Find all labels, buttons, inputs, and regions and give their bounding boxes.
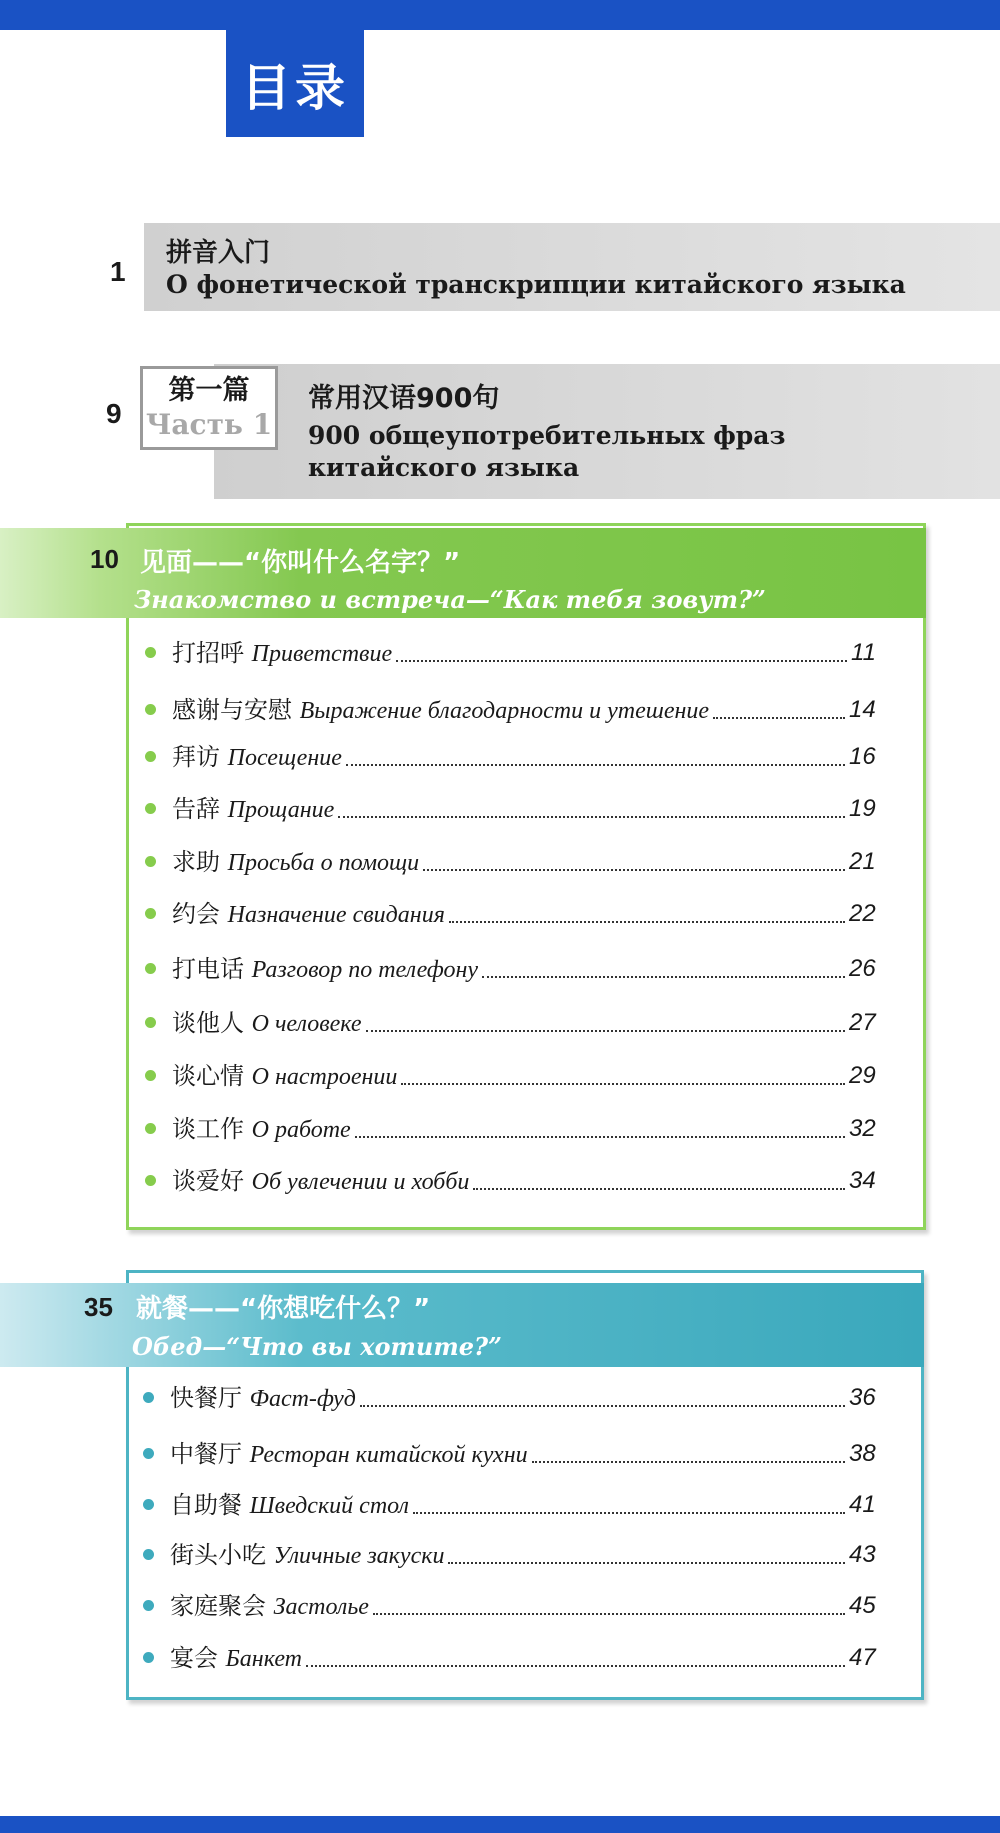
bullet-dot-icon	[143, 1600, 154, 1611]
entry-text	[172, 1006, 362, 1041]
entry-title-ru: Фаст-фуд	[249, 1386, 356, 1412]
dot-leader	[338, 816, 845, 818]
section-2-title-cn[interactable]: 就餐——“你想吃什么？”	[136, 1294, 431, 1324]
entry-page-number: 16	[849, 743, 876, 770]
toc-entry[interactable]	[0, 845, 1000, 879]
entry-page-number: 21	[849, 848, 876, 875]
entry-title-ru: Об увлечении и хобби	[251, 1169, 470, 1195]
toc-entry[interactable]	[0, 1641, 1000, 1675]
part-title-cn[interactable]: 常用汉语900句	[308, 383, 500, 414]
entry-title-cn: 宴会	[170, 1644, 218, 1672]
entry-text	[172, 845, 419, 880]
entry-text	[170, 1437, 528, 1472]
entry-text	[172, 740, 342, 775]
entry-text	[170, 1641, 302, 1676]
dot-leader	[448, 1562, 845, 1564]
entry-title-cn: 拜访	[172, 743, 220, 771]
entry-title-cn: 街头小吃	[170, 1541, 266, 1569]
entry-title-ru: О работе	[251, 1117, 351, 1143]
bullet-dot-icon	[145, 1017, 156, 1028]
entry-text	[170, 1538, 444, 1573]
entry-text	[172, 1112, 351, 1147]
entry-page-number: 36	[849, 1384, 876, 1411]
section-2-title-ru[interactable]: Обед—“Что вы хотите?”	[132, 1332, 502, 1361]
entry-title-cn: 感谢与安慰	[172, 696, 292, 724]
entry-title-ru: Выражение благодарности и утешение	[299, 698, 710, 724]
entry-page-number: 19	[849, 795, 876, 822]
entry-text	[170, 1381, 356, 1416]
toc-entry[interactable]	[0, 792, 1000, 826]
dot-leader	[423, 869, 845, 871]
toc-entry[interactable]	[0, 1488, 1000, 1522]
toc-entry[interactable]	[0, 1006, 1000, 1040]
entry-title-cn: 打电话	[172, 955, 244, 983]
bullet-dot-icon	[145, 803, 156, 814]
toc-entry[interactable]	[0, 897, 1000, 931]
part-page-number[interactable]: 9	[106, 398, 122, 429]
entry-title-ru: Разговор по телефону	[251, 957, 478, 983]
entry-page-number: 29	[849, 1062, 876, 1089]
dot-leader	[532, 1461, 845, 1463]
section-1-title-ru[interactable]: Знакомство и встреча—“Как тебя зовут?”	[134, 585, 766, 614]
entry-page-number: 34	[849, 1167, 876, 1194]
toc-entry[interactable]	[0, 952, 1000, 986]
entry-title-ru: Приветствие	[251, 641, 393, 667]
entry-title-ru: Застолье	[273, 1594, 369, 1620]
entry-page-number: 11	[851, 639, 876, 666]
entry-title-cn: 打招呼	[172, 639, 244, 667]
part-label-ru: Часть 1	[145, 408, 273, 441]
entry-page-number: 47	[849, 1644, 876, 1671]
entry-title-ru: Шведский стол	[249, 1493, 410, 1519]
intro-title-ru[interactable]: О фонетической транскрипции китайского языка	[166, 270, 906, 299]
entry-text	[172, 897, 445, 932]
entry-text	[172, 792, 334, 827]
section-1-page-number[interactable]: 10	[90, 544, 119, 574]
entry-page-number: 26	[849, 955, 876, 982]
bullet-dot-icon	[145, 704, 156, 715]
entry-title-cn: 快餐厅	[170, 1384, 242, 1412]
toc-entry[interactable]	[0, 1437, 1000, 1471]
intro-page-number[interactable]: 1	[110, 256, 126, 287]
dot-leader	[360, 1405, 845, 1407]
dot-leader	[306, 1665, 845, 1667]
part-title-ru[interactable]: 900 общеупотребительных фраз китайского языка	[308, 421, 786, 482]
entry-title-cn: 家庭聚会	[170, 1592, 266, 1620]
entry-title-ru: Просьба о помощи	[227, 850, 420, 876]
entry-title-ru: Уличные закуски	[273, 1543, 445, 1569]
part-label-cn: 第一篇	[168, 375, 250, 406]
toc-entry[interactable]	[0, 1112, 1000, 1146]
bullet-dot-icon	[143, 1499, 154, 1510]
bullet-dot-icon	[145, 963, 156, 974]
dot-leader	[413, 1512, 845, 1514]
bullet-dot-icon	[145, 1175, 156, 1186]
toc-entry[interactable]	[0, 636, 1000, 670]
entry-text	[172, 693, 709, 728]
entry-title-cn: 谈心情	[172, 1062, 244, 1090]
dot-leader	[373, 1613, 845, 1615]
dot-leader	[346, 764, 845, 766]
bullet-dot-icon	[143, 1549, 154, 1560]
toc-entry[interactable]	[0, 1059, 1000, 1093]
entry-page-number: 22	[849, 900, 876, 927]
entry-text	[172, 1059, 397, 1094]
entry-page-number: 27	[849, 1009, 876, 1036]
bottom-border-bar	[0, 1816, 1000, 1833]
dot-leader	[473, 1188, 845, 1190]
bullet-dot-icon	[145, 908, 156, 919]
entry-title-cn: 求助	[172, 848, 220, 876]
page-title: 目录	[226, 30, 364, 137]
bullet-dot-icon	[145, 751, 156, 762]
entry-title-ru: Ресторан китайской кухни	[249, 1442, 528, 1468]
entry-page-number: 32	[849, 1115, 876, 1142]
toc-entry[interactable]	[0, 1538, 1000, 1572]
entry-page-number: 38	[849, 1440, 876, 1467]
entry-text	[172, 636, 392, 671]
entry-page-number: 43	[849, 1541, 876, 1568]
bullet-dot-icon	[143, 1392, 154, 1403]
entry-page-number: 14	[849, 696, 876, 723]
bullet-dot-icon	[145, 1070, 156, 1081]
section-1-title-cn[interactable]: 见面——“你叫什么名字？”	[140, 548, 461, 578]
entry-title-cn: 谈工作	[172, 1115, 244, 1143]
dot-leader	[449, 921, 845, 923]
dot-leader	[401, 1083, 845, 1085]
dot-leader	[396, 660, 847, 662]
entry-title-cn: 谈他人	[172, 1009, 244, 1037]
bullet-dot-icon	[143, 1448, 154, 1459]
entry-title-cn: 谈爱好	[172, 1167, 244, 1195]
toc-entry[interactable]	[0, 1381, 1000, 1415]
toc-entry[interactable]	[0, 1164, 1000, 1198]
entry-page-number: 45	[849, 1592, 876, 1619]
entry-title-cn: 约会	[172, 900, 220, 928]
entry-text	[172, 952, 478, 987]
section-2-page-number[interactable]: 35	[84, 1292, 113, 1322]
bullet-dot-icon	[145, 647, 156, 658]
entry-title-cn: 自助餐	[170, 1491, 242, 1519]
toc-entry[interactable]	[0, 1589, 1000, 1623]
entry-title-ru: Прощание	[227, 797, 335, 823]
entry-title-ru: О настроении	[251, 1064, 398, 1090]
dot-leader	[355, 1136, 845, 1138]
dot-leader	[366, 1030, 845, 1032]
top-border-bar	[0, 0, 1000, 30]
entry-title-cn: 中餐厅	[170, 1440, 242, 1468]
entry-title-ru: Банкет	[225, 1646, 302, 1672]
entry-title-ru: Посещение	[227, 745, 342, 771]
entry-page-number: 41	[849, 1491, 876, 1518]
intro-title-cn[interactable]: 拼音入门	[166, 238, 271, 268]
entry-text	[170, 1488, 409, 1523]
dot-leader	[713, 717, 845, 719]
entry-title-cn: 告辞	[172, 795, 220, 823]
dot-leader	[482, 976, 845, 978]
entry-title-ru: О человеке	[251, 1011, 362, 1037]
entry-text	[170, 1589, 369, 1624]
bullet-dot-icon	[143, 1652, 154, 1663]
entry-text	[172, 1164, 469, 1199]
toc-entry[interactable]	[0, 740, 1000, 774]
bullet-dot-icon	[145, 856, 156, 867]
bullet-dot-icon	[145, 1123, 156, 1134]
entry-title-ru: Назначение свидания	[227, 902, 445, 928]
toc-entry[interactable]	[0, 693, 1000, 727]
